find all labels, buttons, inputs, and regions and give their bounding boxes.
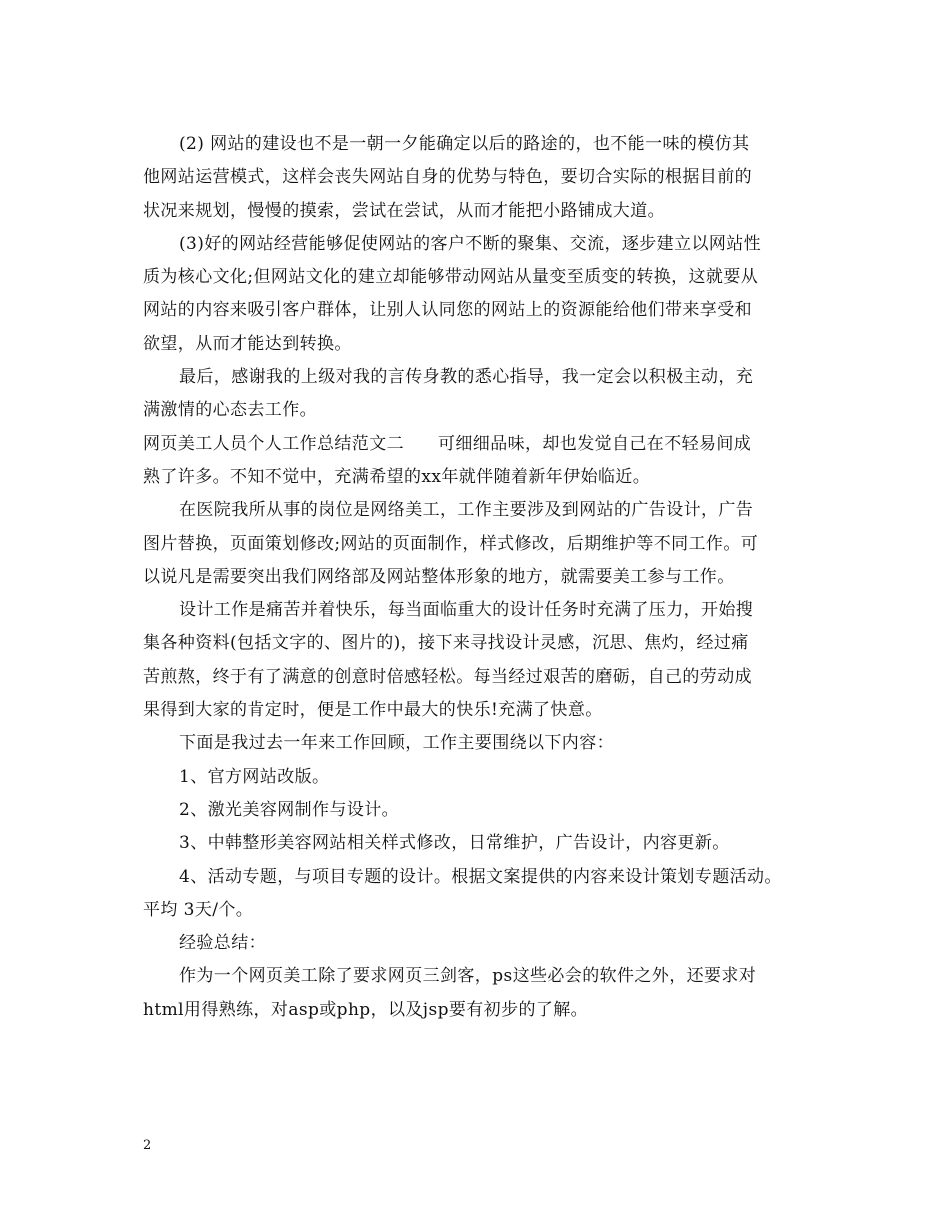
text-line: 集各种资料(包括文字的、图片的)，接下来寻找设计灵感，沉思、焦灼，经过痛 <box>143 633 749 654</box>
text-line: 在医院我所从事的岗位是网络美工，工作主要涉及到网站的广告设计，广告 <box>179 500 754 521</box>
text-line: 作为一个网页美工除了要求网页三剑客，ps这些必会的软件之外，还要求对 <box>179 966 757 987</box>
text-line: 熟了许多。不知不觉中，充满希望的xx年就伴随着新年伊始临近。 <box>143 466 651 487</box>
text-line: 经验总结： <box>179 933 266 954</box>
text-line: html用得熟练，对asp或php，以及jsp要有初步的了解。 <box>143 999 589 1020</box>
section-title: 网页美工人员个人工作总结范文二 <box>143 433 404 454</box>
text-line: 设计工作是痛苦并着快乐，每当面临重大的设计任务时充满了压力，开始搜 <box>179 600 754 621</box>
text-line: 最后，感谢我的上级对我的言传身教的悉心指导，我一定会以积极主动，充 <box>179 367 754 388</box>
text-line: 平均 3天/个。 <box>143 899 254 920</box>
list-item: 2、激光美容网制作与设计。 <box>179 799 400 820</box>
text-line: 满激情的心态去工作。 <box>143 400 317 421</box>
text-line: (2) 网站的建设也不是一朝一夕能确定以后的路途的，也不能一味的模仿其 <box>179 134 750 154</box>
text-line: 质为核心文化;但网站文化的建立却能够带动网站从量变至质变的转换，这就要从 <box>143 267 759 288</box>
text-line: 状况来规划，慢慢的摸索，尝试在尝试，从而才能把小路铺成大道。 <box>143 200 665 221</box>
section-heading-line <box>143 428 823 461</box>
heading-continuation: 可细细品味，却也发觉自己在不轻易间成 <box>438 433 752 454</box>
text-line: (3)好的网站经营能够促使网站的客户不断的聚集、交流，逐步建立以网站性 <box>179 233 762 254</box>
text-line: 下面是我过去一年来工作回顾，工作主要围绕以下内容： <box>179 733 614 754</box>
text-line: 图片替换，页面策划修改;网站的页面制作，样式修改，后期维护等不同工作。可 <box>143 533 759 554</box>
text-line: 他网站运营模式，这样会丧失网站自身的优势与特色，要切合实际的根据目前的 <box>143 167 752 188</box>
text-line: 以说凡是需要突出我们网络部及网站整体形象的地方，就需要美工参与工作。 <box>143 566 735 587</box>
text-line: 果得到大家的肯定时，便是工作中最大的快乐!充满了快意。 <box>143 700 603 721</box>
document-body <box>143 128 823 1027</box>
page-number: 2 <box>143 1138 152 1153</box>
list-item: 3、中韩整形美容网站相关样式修改，日常维护，广告设计，内容更新。 <box>179 833 730 854</box>
text-line: 苦煎熬，终于有了满意的创意时倍感轻松。每当经过艰苦的磨砺，自己的劳动成 <box>143 666 752 687</box>
list-item: 1、官方网站改版。 <box>179 766 330 787</box>
text-line: 网站的内容来吸引客户群体，让别人认同您的网站上的资源能给他们带来享受和 <box>143 300 752 321</box>
text-line: 欲望，从而才能达到转换。 <box>143 333 352 354</box>
list-item: 4、活动专题，与项目专题的设计。根据文案提供的内容来设计策划专题活动。 <box>179 866 782 887</box>
